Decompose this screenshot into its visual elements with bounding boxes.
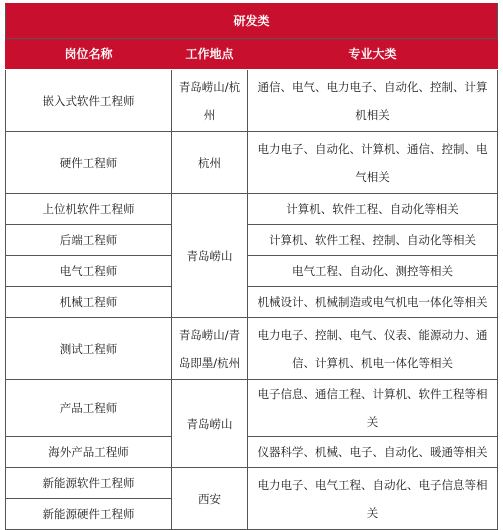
table-title-row — [6, 4, 498, 39]
table-row — [6, 256, 498, 287]
cell-position: 后端工程师 — [6, 225, 172, 256]
table-row — [6, 287, 498, 318]
header-position: 岗位名称 — [6, 39, 172, 70]
table-row — [6, 70, 498, 132]
cell-major: 机械设计、机械制造或电气机电一体化等相关 — [248, 287, 498, 318]
cell-position: 新能源软件工程师 — [6, 468, 172, 499]
job-table-container — [5, 3, 497, 530]
table-row — [6, 132, 498, 194]
cell-major: 计算机、软件工程、控制、自动化等相关 — [248, 225, 498, 256]
cell-location: 青岛崂山 — [172, 380, 248, 468]
header-major: 专业大类 — [248, 39, 498, 70]
cell-location: 青岛崂山/杭州 — [172, 70, 248, 132]
header-location: 工作地点 — [172, 39, 248, 70]
cell-location: 西安 — [172, 468, 248, 530]
cell-position: 上位机软件工程师 — [6, 194, 172, 225]
cell-location: 青岛崂山/青岛即墨/杭州 — [172, 318, 248, 380]
cell-position: 新能源硬件工程师 — [6, 499, 172, 530]
cell-major: 电力电子、控制、电气、仪表、能源动力、通信、计算机、机电一体化等相关 — [248, 318, 498, 380]
table-row — [6, 225, 498, 256]
table-row — [6, 468, 498, 499]
table-title: 研发类 — [6, 4, 498, 39]
table-row — [6, 380, 498, 437]
cell-position: 嵌入式软件工程师 — [6, 70, 172, 132]
cell-location: 青岛崂山 — [172, 194, 248, 318]
cell-major: 电力电子、电气工程、自动化、电子信息等相关 — [248, 468, 498, 530]
cell-major: 电子信息、通信工程、计算机、软件工程等相关 — [248, 380, 498, 437]
table-row — [6, 318, 498, 380]
job-table — [5, 3, 498, 530]
cell-major: 计算机、软件工程、自动化等相关 — [248, 194, 498, 225]
cell-position: 产品工程师 — [6, 380, 172, 437]
cell-major: 仪器科学、机械、电子、自动化、暖通等相关 — [248, 437, 498, 468]
table-row — [6, 437, 498, 468]
cell-position: 硬件工程师 — [6, 132, 172, 194]
cell-major: 电气工程、自动化、测控等相关 — [248, 256, 498, 287]
cell-location: 杭州 — [172, 132, 248, 194]
cell-major: 电力电子、自动化、计算机、通信、控制、电气相关 — [248, 132, 498, 194]
cell-position: 电气工程师 — [6, 256, 172, 287]
cell-position: 海外产品工程师 — [6, 437, 172, 468]
cell-major: 通信、电气、电力电子、自动化、控制、计算机相关 — [248, 70, 498, 132]
cell-position: 机械工程师 — [6, 287, 172, 318]
table-row — [6, 194, 498, 225]
table-header-row — [6, 39, 498, 70]
cell-position: 测试工程师 — [6, 318, 172, 380]
